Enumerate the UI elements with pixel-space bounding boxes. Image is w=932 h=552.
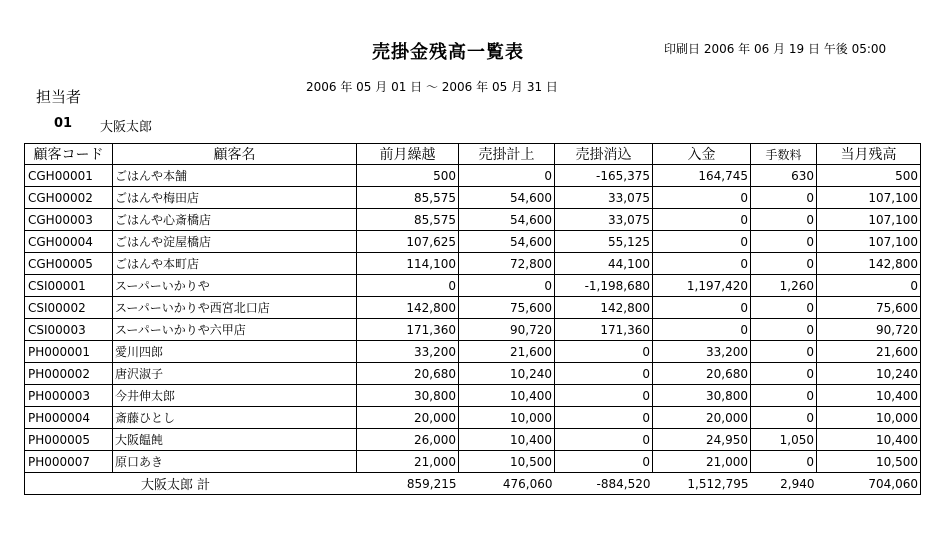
cell-clearing: 44,100 bbox=[555, 253, 653, 275]
cell-fee: 1,260 bbox=[751, 275, 817, 297]
cell-current-balance: 90,720 bbox=[817, 319, 921, 341]
table-row bbox=[25, 341, 921, 363]
cell-payment: 0 bbox=[653, 319, 751, 341]
cell-fee: 0 bbox=[751, 253, 817, 275]
cell-prev-balance: 171,360 bbox=[357, 319, 459, 341]
cell-current-balance: 107,100 bbox=[817, 209, 921, 231]
report-period: 2006 年 05 月 01 日 ～ 2006 年 05 月 31 日 bbox=[306, 80, 558, 94]
cell-customer-name: ごはんや梅田店 bbox=[113, 187, 357, 209]
cell-clearing: 0 bbox=[555, 385, 653, 407]
cell-sales: 10,240 bbox=[459, 363, 555, 385]
cell-prev-balance: 0 bbox=[357, 275, 459, 297]
cell-clearing: 0 bbox=[555, 429, 653, 451]
cell-payment: 20,000 bbox=[653, 407, 751, 429]
total-row bbox=[25, 473, 921, 495]
cell-current-balance: 500 bbox=[817, 165, 921, 187]
cell-prev-balance: 107,625 bbox=[357, 231, 459, 253]
cell-sales: 21,600 bbox=[459, 341, 555, 363]
cell-prev-balance: 33,200 bbox=[357, 341, 459, 363]
cell-current-balance: 10,240 bbox=[817, 363, 921, 385]
cell-prev-balance: 85,575 bbox=[357, 187, 459, 209]
cell-current-balance: 107,100 bbox=[817, 231, 921, 253]
cell-customer-name: 大阪饂飩 bbox=[113, 429, 357, 451]
cell-fee: 0 bbox=[751, 385, 817, 407]
cell-fee: 0 bbox=[751, 231, 817, 253]
cell-customer-code: CSI00002 bbox=[25, 297, 113, 319]
cell-clearing: 55,125 bbox=[555, 231, 653, 253]
total-sales: 476,060 bbox=[459, 473, 555, 495]
cell-customer-name: スーパーいかりや六甲店 bbox=[113, 319, 357, 341]
cell-current-balance: 10,400 bbox=[817, 385, 921, 407]
cell-sales: 90,720 bbox=[459, 319, 555, 341]
cell-fee: 630 bbox=[751, 165, 817, 187]
cell-customer-code: PH000004 bbox=[25, 407, 113, 429]
cell-customer-name: スーパーいかりや西宮北口店 bbox=[113, 297, 357, 319]
cell-customer-name: スーパーいかりや bbox=[113, 275, 357, 297]
header-customer-name: 顧客名 bbox=[113, 144, 357, 165]
header-clearing: 売掛消込 bbox=[555, 144, 653, 165]
cell-sales: 0 bbox=[459, 275, 555, 297]
cell-current-balance: 21,600 bbox=[817, 341, 921, 363]
report-title: 売掛金残高一覧表 bbox=[372, 42, 524, 63]
cell-customer-code: PH000005 bbox=[25, 429, 113, 451]
cell-payment: 20,680 bbox=[653, 363, 751, 385]
cell-clearing: 33,075 bbox=[555, 209, 653, 231]
cell-fee: 0 bbox=[751, 209, 817, 231]
cell-customer-code: PH000002 bbox=[25, 363, 113, 385]
cell-payment: 30,800 bbox=[653, 385, 751, 407]
cell-customer-name: 今井伸太郎 bbox=[113, 385, 357, 407]
cell-current-balance: 10,000 bbox=[817, 407, 921, 429]
header-customer-code: 顧客コード bbox=[25, 144, 113, 165]
cell-customer-code: PH000001 bbox=[25, 341, 113, 363]
cell-fee: 0 bbox=[751, 363, 817, 385]
cell-fee: 0 bbox=[751, 187, 817, 209]
cell-prev-balance: 114,100 bbox=[357, 253, 459, 275]
staff-name: 大阪太郎 bbox=[100, 120, 153, 135]
cell-customer-name: 斎藤ひとし bbox=[113, 407, 357, 429]
cell-sales: 54,600 bbox=[459, 231, 555, 253]
cell-current-balance: 75,600 bbox=[817, 297, 921, 319]
cell-current-balance: 0 bbox=[817, 275, 921, 297]
cell-customer-code: CGH00005 bbox=[25, 253, 113, 275]
balance-table bbox=[24, 143, 921, 495]
table-row bbox=[25, 275, 921, 297]
header-prev-balance: 前月繰越 bbox=[357, 144, 459, 165]
cell-customer-name: ごはんや本町店 bbox=[113, 253, 357, 275]
header-fee: 手数料 bbox=[751, 144, 817, 165]
header-payment: 入金 bbox=[653, 144, 751, 165]
header-sales: 売掛計上 bbox=[459, 144, 555, 165]
cell-sales: 10,400 bbox=[459, 429, 555, 451]
cell-fee: 0 bbox=[751, 319, 817, 341]
cell-sales: 72,800 bbox=[459, 253, 555, 275]
cell-customer-code: CGH00003 bbox=[25, 209, 113, 231]
total-prev-balance: 859,215 bbox=[357, 473, 459, 495]
cell-prev-balance: 30,800 bbox=[357, 385, 459, 407]
cell-customer-code: PH000003 bbox=[25, 385, 113, 407]
table-row bbox=[25, 209, 921, 231]
cell-fee: 0 bbox=[751, 407, 817, 429]
staff-code: 01 bbox=[54, 116, 73, 131]
total-current-balance: 704,060 bbox=[817, 473, 921, 495]
table-row bbox=[25, 363, 921, 385]
cell-sales: 10,500 bbox=[459, 451, 555, 473]
cell-customer-name: 唐沢淑子 bbox=[113, 363, 357, 385]
total-fee: 2,940 bbox=[751, 473, 817, 495]
table-row bbox=[25, 165, 921, 187]
cell-payment: 1,197,420 bbox=[653, 275, 751, 297]
table-row bbox=[25, 429, 921, 451]
cell-prev-balance: 20,680 bbox=[357, 363, 459, 385]
cell-fee: 0 bbox=[751, 341, 817, 363]
cell-clearing: 142,800 bbox=[555, 297, 653, 319]
cell-clearing: -165,375 bbox=[555, 165, 653, 187]
table-row bbox=[25, 451, 921, 473]
cell-payment: 0 bbox=[653, 187, 751, 209]
cell-fee: 1,050 bbox=[751, 429, 817, 451]
total-label: 大阪太郎 計 bbox=[25, 473, 357, 495]
cell-customer-name: ごはんや心斎橋店 bbox=[113, 209, 357, 231]
cell-payment: 21,000 bbox=[653, 451, 751, 473]
total-clearing: -884,520 bbox=[555, 473, 653, 495]
cell-sales: 54,600 bbox=[459, 209, 555, 231]
cell-fee: 0 bbox=[751, 451, 817, 473]
table-header-row bbox=[25, 144, 921, 165]
print-date: 印刷日 2006 年 06 月 19 日 午後 05:00 bbox=[664, 42, 887, 56]
total-payment: 1,512,795 bbox=[653, 473, 751, 495]
cell-prev-balance: 500 bbox=[357, 165, 459, 187]
cell-prev-balance: 20,000 bbox=[357, 407, 459, 429]
header-current-balance: 当月残高 bbox=[817, 144, 921, 165]
cell-sales: 10,000 bbox=[459, 407, 555, 429]
cell-prev-balance: 26,000 bbox=[357, 429, 459, 451]
cell-clearing: 0 bbox=[555, 341, 653, 363]
cell-customer-code: CGH00002 bbox=[25, 187, 113, 209]
cell-prev-balance: 142,800 bbox=[357, 297, 459, 319]
cell-payment: 0 bbox=[653, 209, 751, 231]
cell-payment: 0 bbox=[653, 253, 751, 275]
cell-sales: 54,600 bbox=[459, 187, 555, 209]
cell-clearing: 33,075 bbox=[555, 187, 653, 209]
tanto-label: 担当者 bbox=[36, 88, 82, 106]
cell-fee: 0 bbox=[751, 297, 817, 319]
cell-clearing: 0 bbox=[555, 407, 653, 429]
cell-customer-code: PH000007 bbox=[25, 451, 113, 473]
cell-payment: 0 bbox=[653, 297, 751, 319]
cell-customer-name: ごはんや本舗 bbox=[113, 165, 357, 187]
cell-clearing: 0 bbox=[555, 363, 653, 385]
cell-current-balance: 107,100 bbox=[817, 187, 921, 209]
table-row bbox=[25, 253, 921, 275]
cell-sales: 75,600 bbox=[459, 297, 555, 319]
table-row bbox=[25, 385, 921, 407]
cell-current-balance: 10,500 bbox=[817, 451, 921, 473]
cell-customer-name: 愛川四郎 bbox=[113, 341, 357, 363]
cell-clearing: 171,360 bbox=[555, 319, 653, 341]
cell-clearing: -1,198,680 bbox=[555, 275, 653, 297]
cell-payment: 33,200 bbox=[653, 341, 751, 363]
cell-current-balance: 10,400 bbox=[817, 429, 921, 451]
cell-customer-code: CSI00003 bbox=[25, 319, 113, 341]
cell-customer-name: 原口あき bbox=[113, 451, 357, 473]
cell-payment: 0 bbox=[653, 231, 751, 253]
cell-customer-code: CSI00001 bbox=[25, 275, 113, 297]
cell-prev-balance: 21,000 bbox=[357, 451, 459, 473]
cell-customer-code: CGH00004 bbox=[25, 231, 113, 253]
cell-clearing: 0 bbox=[555, 451, 653, 473]
cell-customer-code: CGH00001 bbox=[25, 165, 113, 187]
table-row bbox=[25, 231, 921, 253]
cell-payment: 24,950 bbox=[653, 429, 751, 451]
table-row bbox=[25, 319, 921, 341]
table-row bbox=[25, 407, 921, 429]
cell-sales: 0 bbox=[459, 165, 555, 187]
cell-prev-balance: 85,575 bbox=[357, 209, 459, 231]
cell-payment: 164,745 bbox=[653, 165, 751, 187]
cell-customer-name: ごはんや淀屋橋店 bbox=[113, 231, 357, 253]
cell-sales: 10,400 bbox=[459, 385, 555, 407]
table-row bbox=[25, 187, 921, 209]
cell-current-balance: 142,800 bbox=[817, 253, 921, 275]
table-row bbox=[25, 297, 921, 319]
